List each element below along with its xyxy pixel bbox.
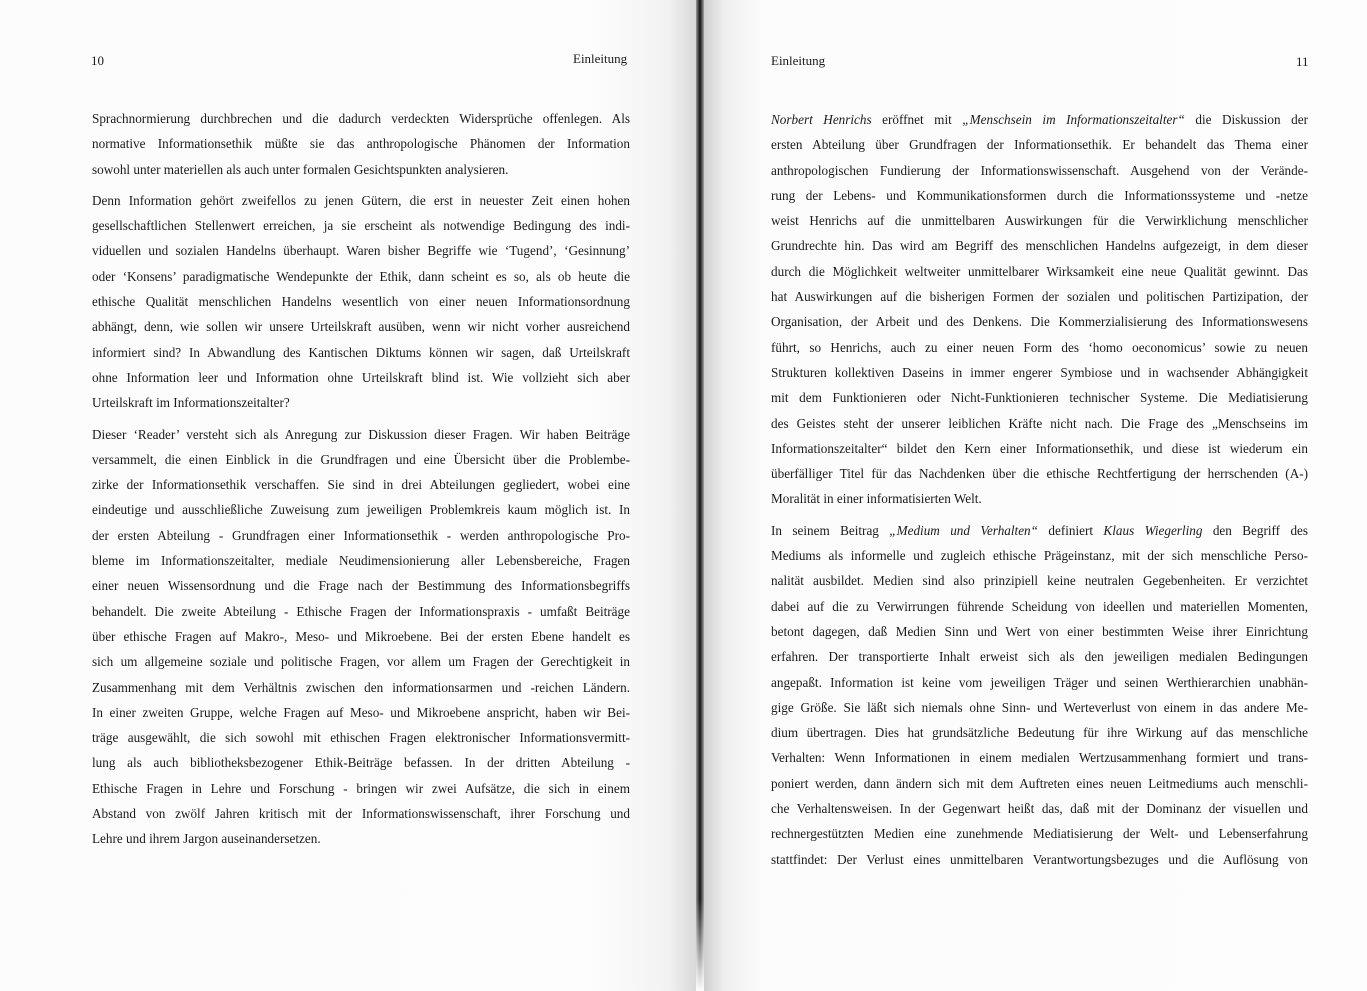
text-line: hat Auswirkungen auf die bisherigen Formen der sozialen und politischen Partizipation, der: [771, 289, 1308, 305]
text-line: führt, so Henrichs, auch zu einer neuen Form des ‘homo oeconomicus’ sowie zu neuen: [771, 339, 1308, 355]
text-line: sowohl unter materiellen als auch unter formalen Gesichtspunkten analysieren.: [92, 161, 509, 177]
left-body-text: [92, 106, 630, 858]
text-line: sich um allgemeine soziale und politische Fragen, vor allem um Fragen der Gerechtigkeit in: [92, 654, 630, 670]
text-line: weist Henrichs auf die unmittelbaren Auswirkungen für die Verwirklichung menschlicher: [771, 213, 1308, 229]
paragraph: [92, 188, 630, 416]
author-name: Klaus Wiegerling: [1103, 522, 1203, 538]
text-line: zirke der Informationsethik verschaffen. Sie sind in drei Abteilungen gegliedert, wobei eine: [92, 477, 630, 493]
essay-title: „Menschsein im Informationszeitalter“: [962, 112, 1185, 127]
text-line: rung der Lebens- und Kommunikationsformen durch die Informationssysteme und -netze: [771, 187, 1308, 203]
page-number: 11: [1296, 54, 1309, 69]
text-fragment: definiert: [1038, 522, 1104, 538]
text-line: oder ‘Konsens’ paradigmatische Wendepunkte der Ethik, dann scheint es so, als ob heute die: [92, 268, 630, 284]
text-line: ersten Abteilung über Grundfragen der Informationsethik. Er behandelt das Thema einer: [771, 137, 1308, 153]
essay-title: „Medium und Verhalten“: [889, 522, 1038, 538]
text-line: überfälliger Titel für das Nachdenken über die ethische Rechtfertigung der herrschenden (A-): [771, 466, 1308, 482]
paragraph-wiegerling: [771, 518, 1308, 872]
text-line: ethische Qualität menschlichen Handelns wesentlich von einer neuen Informationsordnung: [92, 294, 630, 310]
text-line: bleme im Informationszeitalter, mediale Neudimensionierung aller Lebensbereiche, Fragen: [92, 553, 630, 569]
text-line: abhängt, denn, wie sollen wir unsere Urteilskraft ausüben, wenn wir nicht vorher ausreichend: [92, 319, 630, 335]
text-fragment: In seinem Beitrag: [771, 522, 890, 538]
text-fragment: den Begriff des: [1202, 522, 1309, 538]
text-line: Dieser ‘Reader’ versteht sich als Anregung zur Diskussion dieser Fragen. Wir haben Beiträge: [92, 426, 630, 442]
text-line: erfahren. Der transportierte Inhalt erweist sich als den jeweiligen medialen Bedingungen: [771, 649, 1308, 665]
text-line: Grundrechte hin. Das wird am Begriff des menschlichen Handelns aufgezeigt, in dem dieser: [771, 238, 1308, 254]
text-line: Organisation, der Arbeit und des Denkens. Die Kommerzialisierung des Informationswesens: [771, 314, 1308, 330]
text-line: Moralität in einer informatisierten Welt.: [771, 491, 982, 507]
text-line: einer neuen Wissensordnung und die Frage nach der Bestimmung des Informationsbegriffs: [92, 578, 630, 594]
text-line: informiert sind? In Abwandlung des Kantischen Diktums können wir sagen, daß Urteilskraft: [92, 344, 630, 360]
text-line: träge ausgewählt, die sich sowohl mit ethischen Fragen elektronischer Informationsvermitt-: [92, 730, 630, 746]
text-line: mit dem Funktionieren oder Nicht-Funktionieren technischer Systeme. Die Mediatisierung: [771, 390, 1308, 406]
text-line: dabei auf die zu Verwirrungen führende Scheidung von ideellen und materiellen Momenten,: [771, 598, 1308, 614]
text-fragment: die Diskussion der: [1184, 112, 1308, 127]
text-line: betont dagegen, daß Medien Sinn und Wert von einer bestimmten Weise ihrer Einrichtung: [771, 623, 1308, 639]
text-line: stattfindet: Der Verlust eines unmittelbaren Verantwortungsbezuges und die Auflösung von: [771, 851, 1308, 867]
paragraph: [92, 106, 630, 182]
text-line: gige Größe. Sie läßt sich niemals ohne Sinn- und Werteverlust von einem in das andere Me-: [771, 699, 1308, 715]
text-line: Urteilskraft im Informationszeitalter?: [92, 395, 290, 411]
text-line: Abstand von zwölf Jahren kritisch mit der Informationswissenschaft, ihrer Forschung und: [92, 806, 630, 822]
text-line: Mediums als informelle und zugleich ethische Prägeinstanz, mit der sich menschliche Perso-: [771, 548, 1308, 564]
text-line: gesellschaftlichen Stellenwert erreichen, ja sie erscheint als notwendige Bedingung des indi-: [92, 218, 630, 234]
text-fragment: eröffnet mit: [871, 112, 963, 127]
text-line: lung als auch bibliotheksbezogener Ethik-Beiträge befassen. In der dritten Abteilung -: [92, 755, 630, 771]
right-body-text: [771, 107, 1308, 878]
text-line: Zusammenhang mit dem Verhältnis zwischen den informationsarmen und -reichen Ländern.: [92, 679, 630, 695]
text-line: [771, 518, 1308, 543]
text-line: ohne Information leer und Information ohne Urteilskraft blind ist. Wie vollzieht sich aber: [92, 369, 630, 385]
text-line: viduellen und sozialen Handelns überhaupt. Waren bisher Begriffe wie ‘Tugend’, ‘Gesinnung’: [92, 243, 630, 259]
text-line: eindeutige und ausschließliche Zuweisung zum jeweiligen Problemkreis kaum möglich ist. In: [92, 502, 630, 518]
running-head: Einleitung: [573, 51, 628, 66]
text-line: normative Informationsethik müßte sie das anthropologische Phänomen der Information: [92, 136, 630, 152]
text-line: behandelt. Die zweite Abteilung - Ethische Fragen der Informationspraxis - umfaßt Beiträge: [92, 603, 630, 619]
author-name: Norbert Henrichs: [771, 112, 872, 127]
text-line: Denn Information gehört zweifellos zu jenen Gütern, die erst in neuester Zeit einen hohen: [92, 192, 630, 208]
text-line: Informationszeitalter“ bildet den Kern einer Informationsethik, und diese ist wiederum ein: [771, 440, 1308, 456]
text-line: che Verhaltensweisen. In der Gegenwart heißt das, daß mit der Dominanz der visuellen und: [771, 801, 1308, 817]
paragraph: [92, 422, 630, 852]
text-line: Sprachnormierung durchbrechen und die dadurch verdeckten Widersprüche offenlegen. Als: [92, 111, 630, 126]
text-line: Ethische Fragen in Lehre und Forschung - bringen wir zwei Aufsätze, die sich in einem: [92, 780, 630, 796]
text-line: nalität ausbildet. Medien sind also prinzipiell keine neutralen Gegebenheiten. Er verzichtet: [771, 573, 1308, 589]
text-line: Strukturen kollektiven Daseins in immer engerer Symbiose und in wachsender Abhängigkeit: [771, 364, 1308, 380]
text-line: angepaßt. Information ist keine vom jeweiligen Träger und seinen Werthierarchien unabhän-: [771, 674, 1308, 690]
right-page: [704, 0, 1367, 991]
gutter-fade: [696, 900, 704, 991]
text-line: rechnergestützten Medien eine zunehmende Mediatisierung der Welt- und Lebenserfahrung: [771, 826, 1308, 842]
text-line: des Geistes steht der unserer leiblichen Kräfte nicht nach. Die Frage des „Menschseins im: [771, 415, 1308, 431]
text-line: In einer zweiten Gruppe, welche Fragen auf Meso- und Mikroebene anspricht, haben wir Bei-: [92, 704, 630, 720]
text-line: versammelt, die einen Einblick in die Grundfragen und eine Übersicht über die Problembe-: [92, 451, 630, 467]
page-number: 10: [91, 53, 104, 68]
text-line: durch die Möglichkeit weltweiter unmittelbarer Wirksamkeit eine neue Qualität gewinnt. Das: [771, 263, 1308, 279]
text-line: poniert werden, dann ändern sich mit dem Auftreten eines neuen Leitmediums auch menschli-: [771, 775, 1308, 791]
text-line: anthropologischen Fundierung der Informationswissenschaft. Ausgehend von der Verände-: [771, 162, 1308, 178]
paragraph-henrichs: [771, 107, 1308, 512]
text-line: [771, 107, 1308, 132]
book-gutter: [696, 0, 704, 991]
text-line: über ethische Fragen auf Makro-, Meso- und Mikroebene. Bei der ersten Ebene handelt es: [92, 628, 630, 644]
text-line: Lehre und ihrem Jargon auseinandersetzen.: [92, 831, 321, 847]
text-line: der ersten Abteilung - Grundfragen einer Informationsethik - werden anthropologische Pro-: [92, 527, 630, 543]
running-head: Einleitung: [771, 53, 826, 68]
text-line: Verhalten: Wenn Informationen in einem medialen Wertzusammenhang formiert und trans-: [771, 750, 1308, 766]
text-line: dium übertragen. Dies hat grundsätzliche Bedeutung für ihre Wirkung auf das menschliche: [771, 725, 1308, 741]
